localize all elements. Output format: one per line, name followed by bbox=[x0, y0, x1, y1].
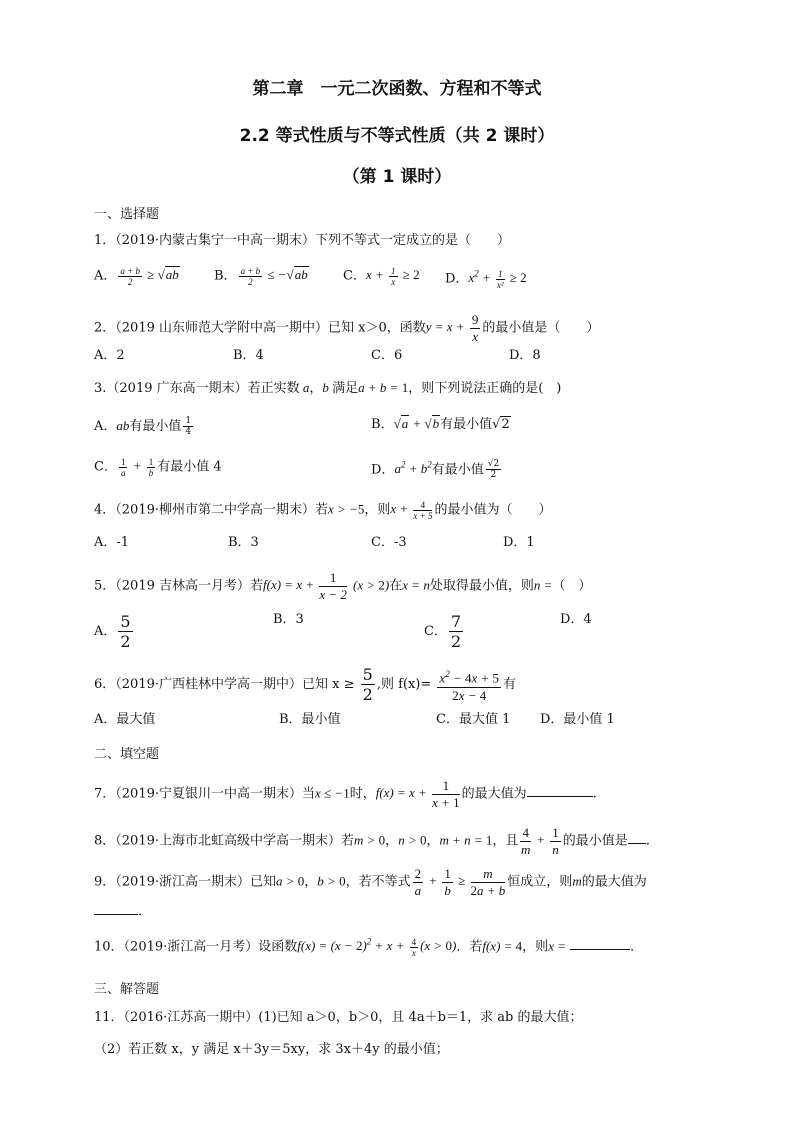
question-6-stem: 6．（2019·广西桂林中学高一期中）已知 x ≥ $\frac{5}{2}$ ,则 f(x)= $\frac{x^2 - 4x + 5}{2x - 4}$ 有 bbox=[94, 665, 517, 704]
question-2-option-d: D．8 bbox=[509, 348, 541, 363]
question-1-option-a: A． $\frac{a + b}{2}$ ≥ √ab bbox=[94, 266, 179, 287]
question-4-option-c: C．-3 bbox=[371, 535, 407, 550]
question-5-option-b: B．3 bbox=[273, 612, 304, 627]
lesson-title: （第 1 课时） bbox=[342, 167, 452, 187]
question-1-option-c: C．x + $\frac{1}{x}$ ≥ 2 bbox=[343, 266, 420, 287]
question-2-option-c: C．6 bbox=[371, 348, 403, 363]
question-2-option-b: B．4 bbox=[233, 348, 264, 363]
question-6-option-a: A．最大值 bbox=[94, 712, 156, 727]
question-3-option-b: B．√a + √b有最小值√2 bbox=[371, 416, 510, 432]
question-9-stem: 9．（2019·浙江高一期末）已知a > 0，b > 0，若不等式 $\frac{2}{a}$ + $\frac{1}{b}$ ≥ $\frac{m}{2a + b}$ 恒成立，则m的最大值为 bbox=[94, 866, 647, 898]
question-1-stem: 1．（2019·内蒙古集宁一中高一期末）下列不等式一定成立的是（ ） bbox=[94, 233, 510, 248]
question-1-option-b: B． $\frac{a + b}{2}$ ≤ −√ab bbox=[214, 266, 308, 287]
question-11-part-1: 11．（2016·江苏高一期中）(1)已知 a＞0，b＞0，且 4a＋b＝1，求 ab 的最大值； bbox=[94, 1010, 583, 1025]
question-9-answer-blank[interactable]: ． bbox=[94, 902, 151, 920]
question-3-option-a: A．ab有最小值 $\frac{1}{4}$ bbox=[94, 416, 192, 437]
question-2-stem: 2．（2019 山东师范大学附中高一期中）已知 x＞0，函数y = x + $\frac{9}{x}$ 的最小值是（ ） bbox=[94, 312, 600, 344]
question-4-option-d: D．1 bbox=[503, 535, 535, 550]
question-5-option-c: C． $\frac{7}{2}$ bbox=[424, 612, 462, 651]
question-3-stem: 3.（2019 广东高一期末）若正实数 a，b 满足a + b = 1，则下列说法正确的是( ) bbox=[94, 380, 562, 396]
section-answer-heading: 三、解答题 bbox=[94, 982, 160, 997]
question-3-option-d: D．$a^2 + b^2$有最小值 $\frac{√2}{2}$ bbox=[371, 459, 500, 481]
question-5-option-d: D．4 bbox=[560, 612, 592, 627]
question-4-stem: 4．（2019·柳州市第二中学高一期末）若x > −5，则x + $\frac{4}{x + 5}$ 的最小值为（ ） bbox=[94, 500, 552, 521]
question-7-stem: 7．（2019·宁夏银川一中高一期末）当x ≤ −1时，f(x) = x + $\frac{1}{x + 1}$ 的最大值为 . bbox=[94, 778, 597, 810]
section-choice-heading: 一、选择题 bbox=[94, 207, 160, 222]
question-6-option-c: C．最大值 1 bbox=[436, 712, 511, 727]
chapter-title: 第二章 一元二次函数、方程和不等式 bbox=[252, 79, 542, 99]
question-4-option-b: B．3 bbox=[228, 535, 259, 550]
section-fill-heading: 二、填空题 bbox=[94, 747, 160, 762]
question-5-option-a: A． $\frac{5}{2}$ bbox=[94, 612, 131, 651]
question-6-option-d: D．最小值 1 bbox=[540, 712, 615, 727]
question-6-option-b: B．最小值 bbox=[279, 712, 341, 727]
question-4-option-a: A．-1 bbox=[94, 535, 130, 550]
question-1-option-d: D．$x^2$ + $\frac{1}{\text{x²}}$ ≥ 2 bbox=[445, 268, 527, 290]
section-title: 2.2 等式性质与不等式性质（共 2 课时） bbox=[239, 126, 555, 146]
question-5-stem: 5．（2019 吉林高一月考）若f(x) = x + $\frac{1}{x - 2}$ (x > 2)在x = n处取得最小值，则n =（ ） bbox=[94, 570, 592, 602]
question-2-option-a: A．2 bbox=[94, 348, 125, 363]
question-11-part-2: （2）若正数 x，y 满足 x＋3y＝5xy，求 3x＋4y 的最小值； bbox=[94, 1042, 449, 1057]
question-8-stem: 8．（2019·上海市北虹高级中学高一期末）若m > 0，n > 0，m + n = 1，且 $\frac{4}{m}$ + $\frac{1}{n}$ 的最小值是 . bbox=[94, 825, 650, 857]
question-10-stem: 10．（2019·浙江高一月考）设函数$f(x) = (x - 2)^2 + x$ + $\frac{4}{x}$ (x > 0)．若f(x) = 4，则x = ． bbox=[94, 936, 644, 958]
question-3-option-c: C． $\frac{1}{a}$ + $\frac{1}{b}$ 有最小值 4 bbox=[94, 457, 222, 478]
